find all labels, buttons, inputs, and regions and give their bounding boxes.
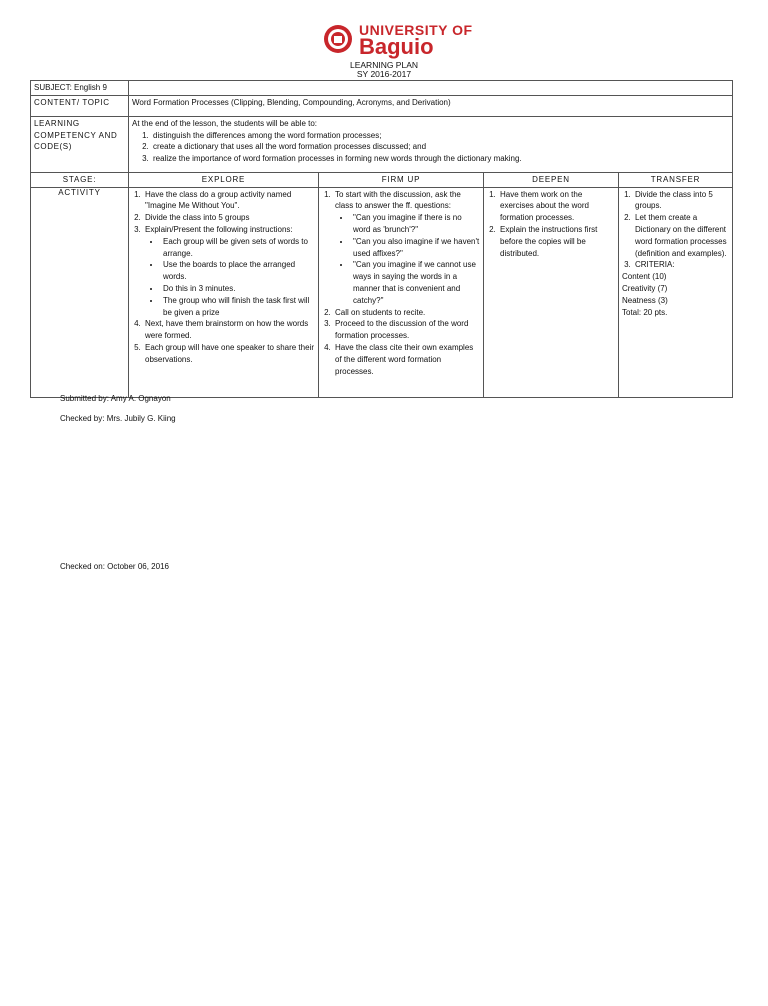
submitted-by: Submitted by: Amy A. Ognayon — [60, 394, 171, 403]
criteria-item: Neatness (3) — [622, 295, 668, 305]
competency-value — [129, 116, 733, 172]
criteria-item: Creativity (7) — [622, 283, 668, 293]
bullet-item: • Do this in 3 minutes. — [161, 283, 315, 295]
bullet-item: • "Can you also imagine if we haven't used affixes?" — [351, 236, 480, 260]
bullet-item: • The group who will finish the task first will be given a prize — [161, 295, 315, 319]
list-item — [143, 224, 315, 318]
list-item: 3. realize the importance of word formation processes in forming new words through the dictionary making. — [151, 153, 729, 165]
logo-baguio: Baguio — [359, 34, 434, 59]
list-item: 2. create a dictionary that uses all the word formation processes discussed; and — [151, 141, 729, 153]
activity-label: ACTIVITY — [31, 187, 129, 397]
subject-label: SUBJECT: English 9 — [31, 81, 129, 96]
stage-transfer: TRANSFER — [619, 172, 733, 187]
bullet-item: • Use the boards to place the arranged words. — [161, 259, 315, 283]
content-value: Word Formation Processes (Clipping, Blending, Compounding, Acronyms, and Derivation) — [129, 95, 733, 116]
list-item: 2. Call on students to recite. — [333, 307, 480, 319]
content-label: CONTENT/ TOPIC — [31, 95, 129, 116]
list-item: 2. Explain the instructions first before the copies will be distributed. — [498, 224, 615, 259]
learning-plan-table — [30, 80, 733, 398]
stage-deepen: DEEPEN — [484, 172, 619, 187]
bullet-item: • "Can you imagine if there is no word as 'brunch'?" — [351, 212, 480, 236]
list-item: 2. Divide the class into 5 groups — [143, 212, 315, 224]
deepen-list — [487, 189, 615, 260]
university-logo — [323, 22, 473, 60]
stage-firm-up: FIRM UP — [319, 172, 484, 187]
list-item: 5. Each group will have one speaker to share their observations. — [143, 342, 315, 366]
list-item: 3. CRITERIA: — [633, 259, 729, 271]
list-item: 1. distinguish the differences among the word formation processes; — [151, 130, 729, 142]
criteria-item: Content (10) — [622, 272, 667, 282]
list-item: 1. Have them work on the exercises about the word formation processes. — [498, 189, 615, 224]
bullet-item: • "Can you imagine if we cannot use ways in saying the words in a manner that is convenient and catchy?" — [351, 259, 480, 306]
firm-up-cell — [319, 187, 484, 397]
competency-label-line: COMPETENCY AND — [34, 130, 118, 140]
explore-list — [132, 189, 315, 366]
list-item: 1. Have the class do a group activity named "Imagine Me Without You". — [143, 189, 315, 213]
competency-intro: At the end of the lesson, the students will be able to: — [132, 118, 318, 128]
subject-row — [31, 81, 733, 96]
stage-explore: EXPLORE — [129, 172, 319, 187]
list-item — [333, 189, 480, 307]
explore-bullets — [145, 236, 315, 319]
stage-label: STAGE: — [31, 172, 129, 187]
transfer-cell — [619, 187, 733, 397]
logo-university-of: UNIVERSITY OF — [359, 22, 473, 38]
school-year: SY 2016-2017 — [356, 69, 412, 79]
checked-by: Checked by: Mrs. Jubily G. Kiing — [60, 414, 176, 423]
criteria-total: Total: 20 pts. — [622, 307, 668, 317]
list-item-text: To start with the discussion, ask the class to answer the ff. questions: — [335, 189, 461, 211]
competency-label — [31, 116, 129, 172]
competency-label-line: CODE(S) — [34, 142, 72, 152]
firm-up-list — [322, 189, 480, 378]
list-item: 4. Next, have them brainstorm on how the words were formed. — [143, 318, 315, 342]
content-row — [31, 95, 733, 116]
activity-row — [31, 187, 733, 397]
competency-label-line: LEARNING — [34, 118, 80, 128]
list-item: 2. Let them create a Dictionary on the different word formation processes (definition and examples). — [633, 212, 729, 259]
checked-on: Checked on: October 06, 2016 — [60, 562, 169, 571]
bullet-item: • Each group will be given sets of words to arrange. — [161, 236, 315, 260]
deepen-cell — [484, 187, 619, 397]
list-item: 4. Have the class cite their own examples of the different word formation processes. — [333, 342, 480, 377]
subject-value — [129, 81, 733, 96]
list-item-text: Explain/Present the following instructions: — [145, 224, 293, 234]
competency-list — [132, 130, 729, 165]
explore-cell — [129, 187, 319, 397]
document-title: LEARNING PLAN — [349, 60, 419, 70]
transfer-list — [622, 189, 729, 272]
stage-header-row — [31, 172, 733, 187]
university-seal-icon — [323, 24, 353, 54]
list-item: 1. Divide the class into 5 groups. — [633, 189, 729, 213]
firm-up-bullets — [335, 212, 480, 306]
list-item: 3. Proceed to the discussion of the word formation processes. — [333, 318, 480, 342]
competency-row — [31, 116, 733, 172]
